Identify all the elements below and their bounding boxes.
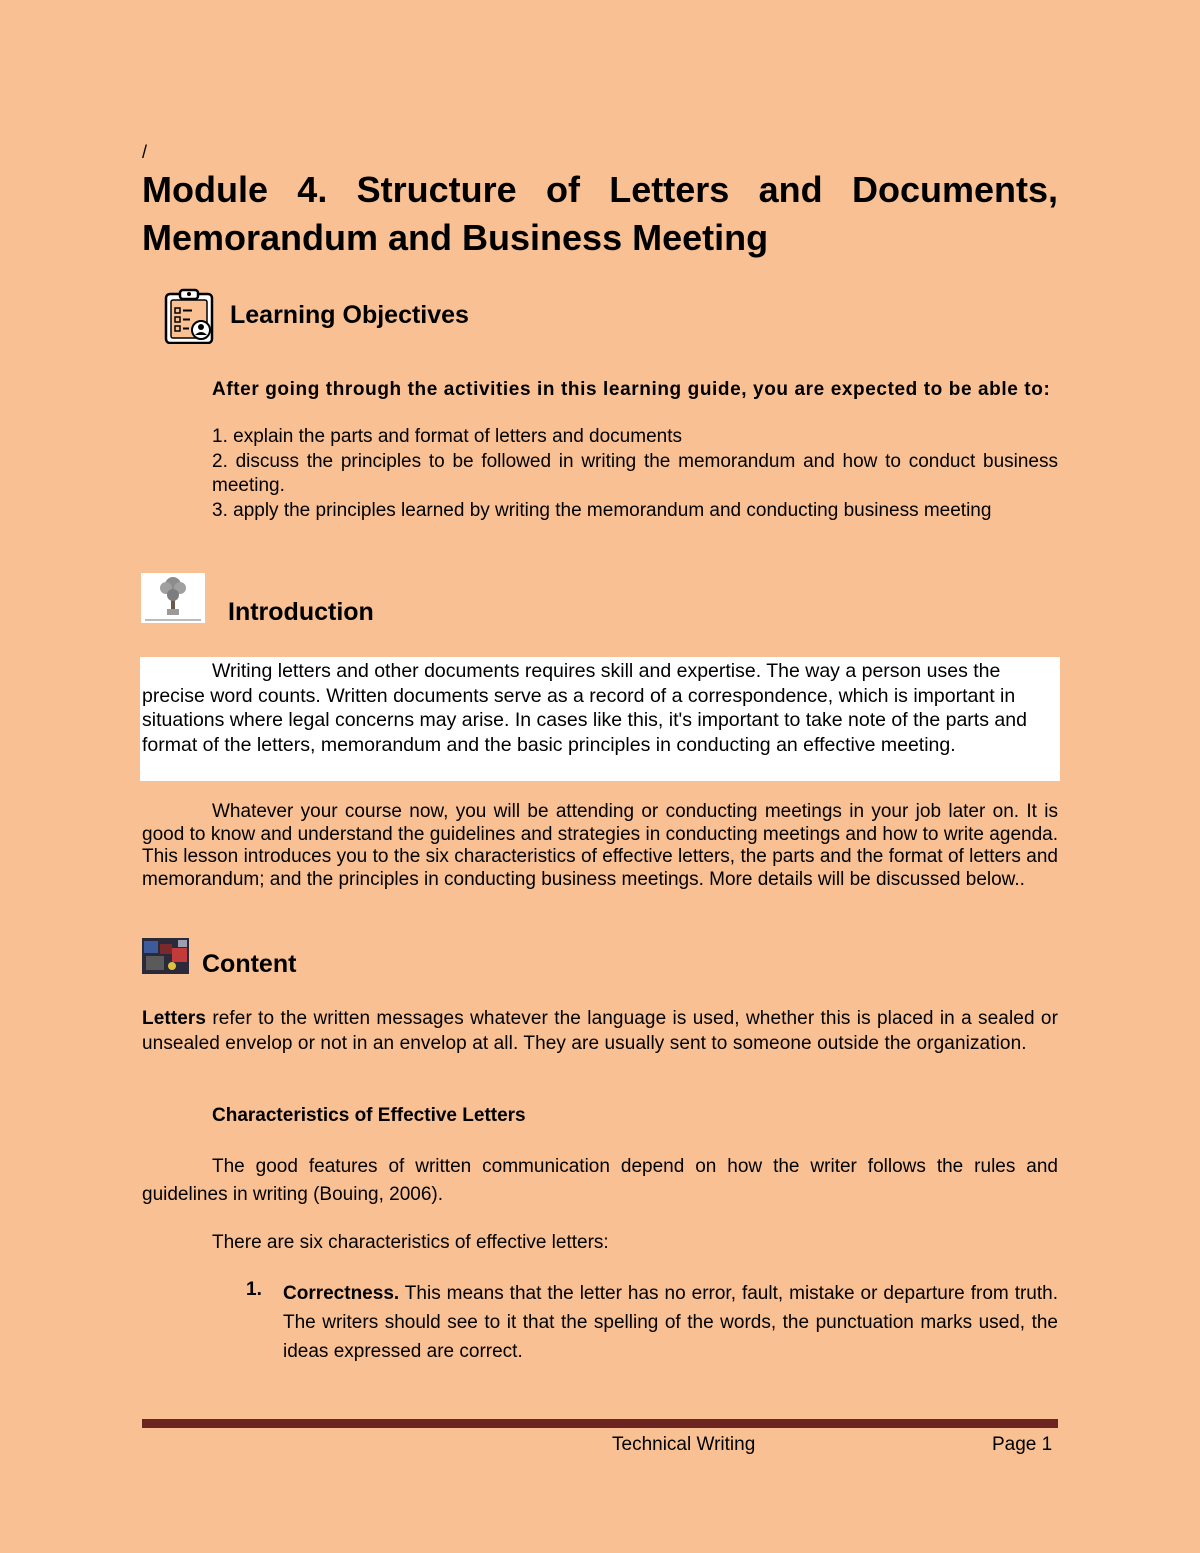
list-number: 1. [246, 1279, 262, 1300]
letters-definition-text: refer to the written messages whatever the language is used, whether this is placed in a sealed or unsealed envelop or not in an envelop at all. They are usually sent to someone outside the organization. [142, 1008, 1058, 1054]
objectives-lead: After going through the activities in this learning guide, you are expected to be able to: [212, 379, 1051, 400]
page-title [142, 166, 1058, 262]
list-item: 1. explain the parts and format of letters and documents [212, 426, 682, 447]
list-item-text: This means that the letter has no error, fault, mistake or departure from truth. The writers should see to it that the spelling of the words, the punctuation marks used, the ideas expressed are correct. [283, 1283, 1058, 1362]
characteristics-subheading: Characteristics of Effective Letters [212, 1105, 526, 1126]
intro-paragraph-2 [142, 801, 1058, 891]
content-heading: Content [202, 950, 297, 978]
intro-paragraph-2-text: Whatever your course now, you will be attending or conducting meetings in your job later on. It is good to know and understand the guidelines and strategies in conducting meetings and how to write agenda. This lesson introduces you to the six characteristics of effective letters, the parts and the format of letters and memorandum; and the principles in conducting business meetings. More details will be discussed below.. [142, 801, 1058, 890]
introduction-heading: Introduction [228, 598, 374, 626]
letters-definition [142, 1006, 1058, 1056]
objectives-list [212, 425, 1058, 523]
features-paragraph-text: The good features of written communication depend on how the writer follows the rules and guidelines in writing (Bouing, 2006). [142, 1156, 1058, 1205]
footer-rule [142, 1419, 1058, 1428]
footer-page-number: Page 1 [992, 1434, 1053, 1455]
header-mark: / [142, 142, 148, 162]
six-characteristics-intro: There are six characteristics of effective letters: [212, 1232, 609, 1253]
content-photo-icon [142, 938, 189, 974]
footer-title: Technical Writing [612, 1434, 756, 1455]
list-item: 2. discuss the principles to be followed in writing the memorandum and how to conduct business meeting. [212, 450, 1058, 496]
page-title-line-2: Memorandum and Business Meeting [142, 217, 769, 258]
page-title-line-1: Module 4. Structure of Letters and Documents, [142, 169, 1058, 210]
list-item: 3. apply the principles learned by writing the memorandum and conducting business meeting [212, 499, 992, 521]
features-paragraph [142, 1153, 1058, 1209]
learning-objectives-heading: Learning Objectives [230, 301, 469, 329]
tree-logo-icon [141, 573, 205, 623]
intro-paragraph-1 [142, 659, 1058, 757]
list-item-term: Correctness. [283, 1283, 400, 1304]
list-item [283, 1279, 1058, 1366]
letters-term: Letters [142, 1008, 207, 1029]
clipboard-checklist-icon [164, 288, 214, 344]
intro-paragraph-1-text: Writing letters and other documents requires skill and expertise. The way a person uses the precise word counts. Written documents serve as a record of a correspondence, which is important in situations where legal concerns may arise. In cases like this, it's important to take note of the parts and format of the letters, memorandum and the basic principles in conducting an effective meeting. [142, 660, 1027, 756]
